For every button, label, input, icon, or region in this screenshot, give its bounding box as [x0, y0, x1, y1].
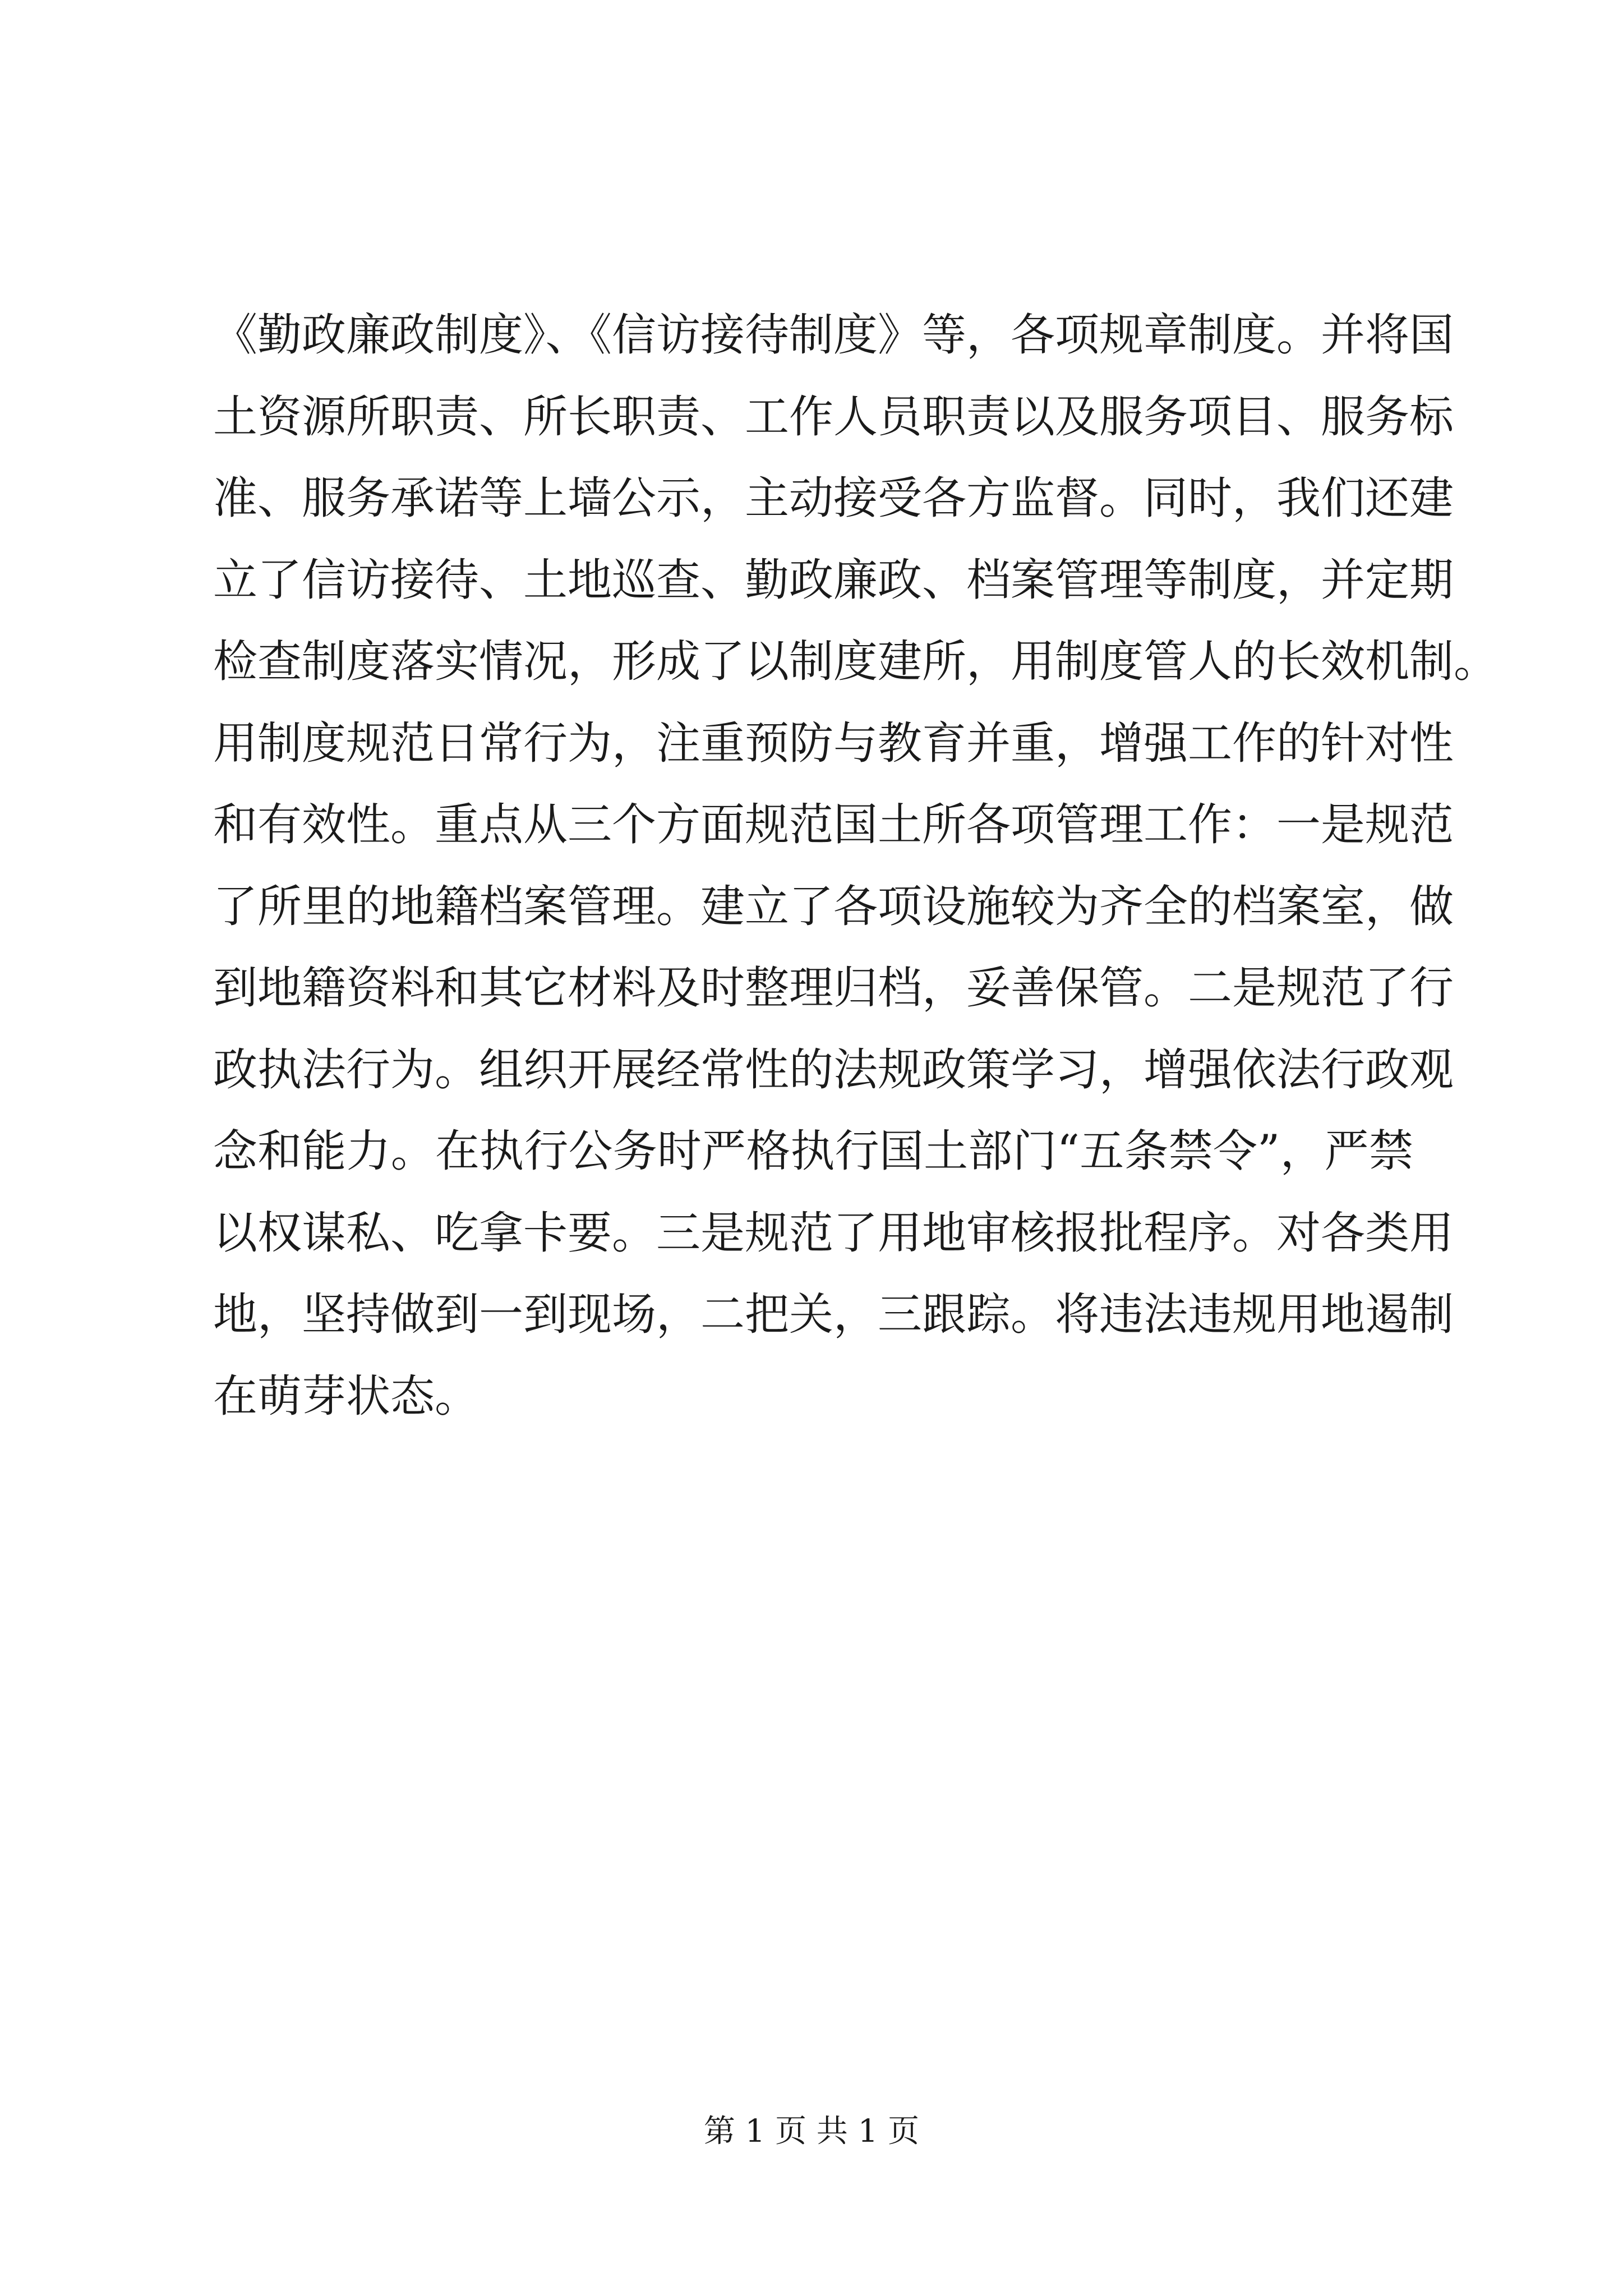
text-line: 以权谋私、吃拿卡要。三是规范了用地审核报批程序。对各类用: [213, 1207, 1454, 1259]
text-line: 和有效性。重点从三个方面规范国土所各项管理工作：一是规范: [213, 799, 1454, 850]
text-line: 用制度规范日常行为，注重预防与教育并重，增强工作的针对性: [213, 717, 1454, 769]
text-line: 到地籍资料和其它材料及时整理归档，妥善保管。二是规范了行: [213, 962, 1454, 1014]
text-line: 《勤政廉政制度》、《信访接待制度》等，各项规章制度。并将国: [213, 309, 1454, 361]
text-line: 准、服务承诺等上墙公示，主动接受各方监督。同时，我们还建: [213, 472, 1454, 524]
text-line: 政执法行为。组织开展经常性的法规政策学习，增强依法行政观: [213, 1043, 1454, 1096]
body-paragraph: [213, 295, 1498, 1437]
text-line: 土资源所职责、所长职责、工作人员职责以及服务项目、服务标: [213, 390, 1454, 443]
text-line: 在萌芽状态。: [213, 1370, 479, 1422]
text-line: 立了信访接待、土地巡查、勤政廉政、档案管理等制度，并定期: [213, 554, 1454, 606]
page-number-footer: 第 1 页 共 1 页: [703, 2113, 920, 2150]
text-line: 了所里的地籍档案管理。建立了各项设施较为齐全的档案室，做: [213, 880, 1454, 932]
text-line: 检查制度落实情况，形成了以制度建所，用制度管人的长效机制。: [213, 636, 1498, 687]
text-line: 念和能力。在执行公务时严格执行国土部门“五条禁令”，严禁: [213, 1125, 1413, 1177]
text-line: 地，坚持做到一到现场，二把关，三跟踪。将违法违规用地遏制: [213, 1289, 1454, 1340]
